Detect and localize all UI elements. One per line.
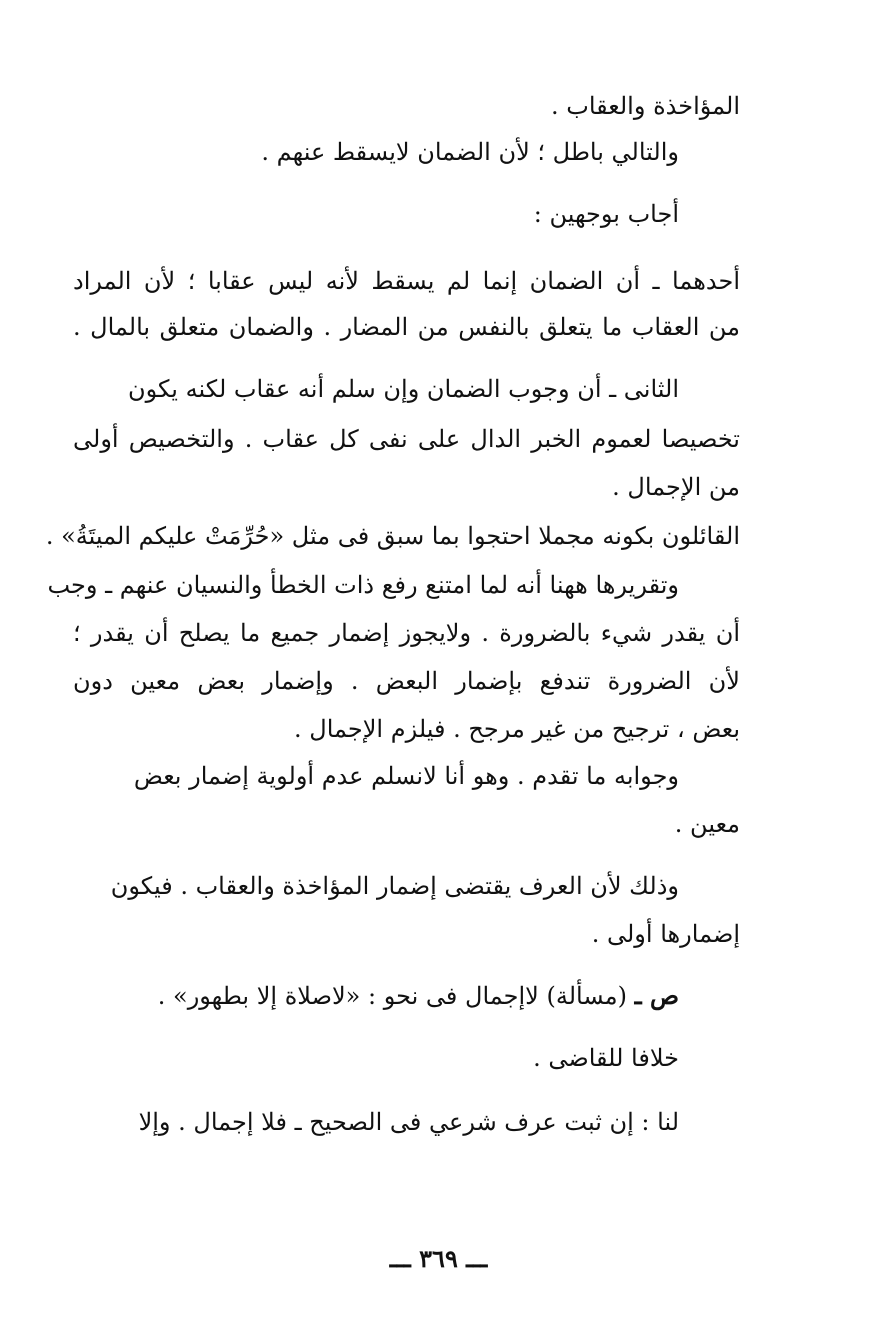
text-line: أن يقدر شيء بالضرورة . ولايجوز إضمار جميع ما يصلح أن يقدر ؛ [73,619,740,647]
text-line: الثانى ـ أن وجوب الضمان وإن سلم أنه عقاب لكنه يكون [128,375,679,403]
text-line: خلافا للقاضى . [533,1044,679,1072]
text-line: المؤاخذة والعقاب . [550,92,740,120]
text-line: وتقريرها ههنا أنه لما امتنع رفع ذات الخطأ والنسيان عنهم ـ وجب [47,571,679,599]
text-line-content: (مسألة) لاإجمال فى نحو : «لاصلاة إلا بطهور» . [157,982,627,1010]
text-line: إضمارها أولى . [591,920,740,948]
text-line: وذلك لأن العرف يقتضى إضمار المؤاخذة والعقاب . فيكون [110,872,679,900]
page-number: ـــ ٣٦٩ ـــ [389,1244,488,1273]
text-line: أجاب بوجهين : [533,200,679,228]
text-line: والتالي باطل ؛ لأن الضمان لايسقط عنهم . [261,138,679,166]
text-line: وجوابه ما تقدم . وهو أنا لانسلم عدم أولوية إضمار بعض [133,762,679,790]
text-line: لنا : إن ثبت عرف شرعي فى الصحيح ـ فلا إجمال . وإلا [138,1108,679,1136]
text-line: معين . [674,810,740,838]
section-marker: ص ـ [634,981,679,1010]
text-line: لأن الضرورة تندفع بإضمار البعض . وإضمار بعض معين دون [73,667,740,695]
text-line: من الإجمال . [612,473,740,501]
text-line [158,978,679,1014]
text-line: أحدهما ـ أن الضمان إنما لم يسقط لأنه ليس عقابا ؛ لأن المراد [73,267,740,295]
text-line: من العقاب ما يتعلق بالنفس من المضار . والضمان متعلق بالمال . [73,313,740,341]
text-line: تخصيصا لعموم الخبر الدال على نفى كل عقاب . والتخصيص أولى [73,425,740,453]
text-line: بعض ، ترجيح من غير مرجح . فيلزم الإجمال . [294,715,740,743]
text-line: القائلون بكونه مجملا احتجوا بما سبق فى مثل «حُرِّمَتْ عليكم الميتَةُ» . [45,522,740,550]
